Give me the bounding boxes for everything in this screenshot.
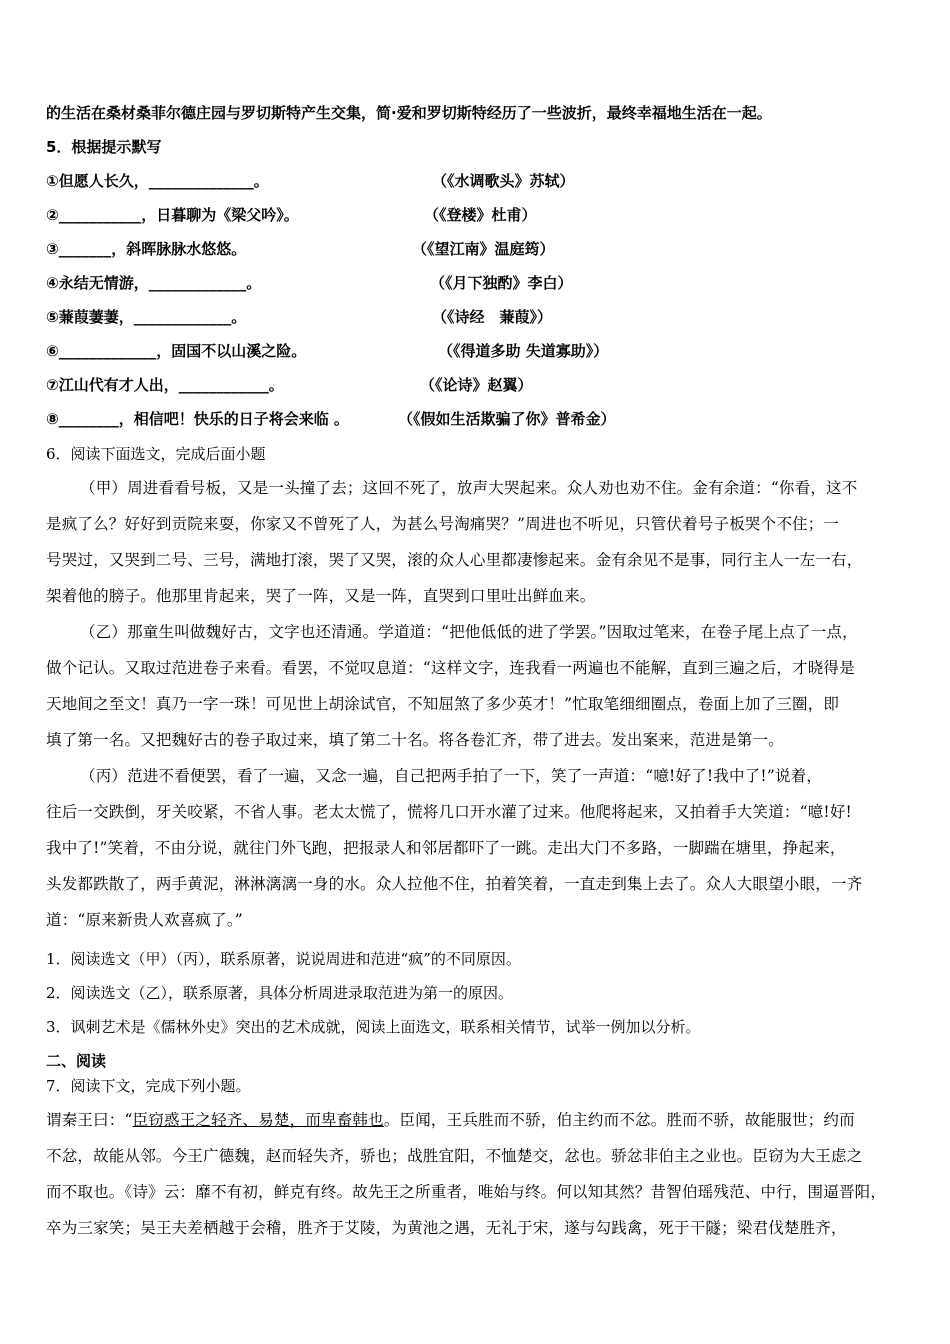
q5-item-3-source: （《望江南》温庭筠）	[412, 240, 555, 258]
intro-line: 的生活在桑材桑菲尔德庄园与罗切斯特产生交集，简·爱和罗切斯特经历了一些波折，最终幸福地生活在一起。	[46, 104, 772, 122]
q6-question-2: 2．阅读选文（乙），联系原著，具体分析周进录取范进为第一的原因。	[46, 984, 514, 1002]
passage-jia-line: 号哭过，又哭到二号、三号，满地打滚，哭了又哭，滚的众人心里都凄惨起来。金有余见不是事，同行主人一左一右，	[46, 551, 863, 569]
passage-yi-line: 做个记认。又取过范进卷子来看。看罢，不觉叹息道：“这样文字，连我看一两遍也不能解，直到三遍之后，才晓得是	[46, 659, 855, 677]
q7-title: 7．阅读下文，完成下列小题。	[46, 1077, 251, 1095]
q5-title: 5．根据提示默写	[46, 138, 162, 156]
passage-yi-line: （乙）那童生叫做魏好古，文字也还清通。学道道：“把他低低的进了学罢。”因取过笔来，在卷子尾上点了一点，	[80, 623, 858, 641]
q5-item-1: ①但愿人长久，______________。	[46, 172, 269, 190]
passage-bing-line: （丙）范进不看便罢，看了一遍，又念一遍，自己把两手拍了一下，笑了一声道：“噫!好了!我中了!”说着，	[80, 767, 823, 785]
passage-bing-line: 往后一交跌倒，牙关咬紧，不省人事。老太太慌了，慌将几口开水灌了过来。他爬将起来，又拍着手大笑道：“噫!好!	[46, 803, 852, 821]
passage-jia-line: 架着他的膀子。他那里肯起来，哭了一阵，又是一阵，直哭到口里吐出鲜血来。	[46, 587, 596, 605]
passage-yi-line: 填了第一名。又把魏好古的卷子取过来，填了第二十名。将各卷汇齐，带了进去。发出案来，范进是第一。	[46, 731, 784, 749]
q7-passage-line-1	[46, 1108, 855, 1130]
q5-item-3: ③_______，斜晖脉脉水悠悠。	[46, 240, 247, 258]
passage-bing-line: 头发都跌散了，两手黄泥，淋淋漓漓一身的水。众人拉他不住，拍着笑着，一直走到集上去了。众人大眼望小眼，一齐	[46, 875, 863, 893]
passage-jia-line: 是疯了么？好好到贡院来耍，你家又不曾死了人，为甚么号淘痛哭？”周进也不听见，只管伏着号子板哭个不住；一	[46, 515, 840, 533]
section-2-heading: 二、阅读	[46, 1052, 107, 1070]
q7-passage-line: 而不取也。《诗》云：靡不有初，鲜克有终。故先王之所重者，唯始与终。何以知其然？昔智伯瑶残范、中行，围逼晋阳，	[46, 1183, 887, 1201]
q5-item-2-source: （《登楼》杜甫）	[424, 206, 537, 224]
q7-passage-line: 卒为三家笑；吴王夫差栖越于会稽，胜齐于艾陵，为黄池之遇，无礼于宋，遂与勾践禽，死于干隧；梁君伐楚胜齐，	[46, 1219, 847, 1237]
q5-item-6-source: （《得道多助 失道寡助》）	[438, 342, 609, 360]
q5-item-4: ④永结无情游，_____________。	[46, 274, 262, 292]
q6-question-1: 1．阅读选文（甲）（丙），联系原著，说说周进和范进“疯”的不同原因。	[46, 950, 521, 968]
q5-item-1-source: （《水调歌头》苏轼）	[432, 172, 575, 190]
passage-bing-line: 道：“原来新贵人欢喜疯了。”	[46, 911, 243, 929]
q5-item-5: ⑤蒹葭萋萋，_____________。	[46, 308, 247, 326]
q5-item-2: ②___________，日暮聊为《梁父吟》。	[46, 206, 299, 224]
q5-item-7: ⑦江山代有才人出，____________。	[46, 376, 284, 394]
passage-jia-line: （甲）周进看看号板，又是一头撞了去；这回不死了，放声大哭起来。众人劝也劝不住。金有余道：“你看，这不	[80, 479, 858, 497]
q5-item-8: ⑧________，相信吧！快乐的日子将会来临 。	[46, 410, 349, 428]
q7-line1-prefix: 谓秦王曰：“	[46, 1111, 133, 1129]
passage-bing-line: 我中了!”笑着，不由分说，就往门外飞跑，把报录人和邻居都吓了一跳。走出大门不多路，一脚踹在塘里，挣起来，	[46, 839, 846, 857]
q5-item-8-source: （《假如生活欺骗了你》普希金）	[398, 410, 616, 428]
q6-question-3: 3．讽刺艺术是《儒林外史》突出的艺术成就，阅读上面选文，联系相关情节，试举一例加以分析。	[46, 1018, 701, 1036]
q7-underlined-sentence: 臣窃惑王之轻齐、易楚，而卑畜韩也	[132, 1111, 384, 1129]
q5-item-7-source: （《论诗》赵翼）	[420, 376, 533, 394]
q5-item-6: ⑥_____________，固国不以山溪之险。	[46, 342, 307, 360]
q5-item-4-source: （《月下独酌》李白）	[430, 274, 573, 292]
q7-line1-rest: 。臣闻，王兵胜而不骄，伯主约而不忿。胜而不骄，故能服世；约而	[383, 1111, 855, 1129]
passage-yi-line: 天地间之至文！真乃一字一珠！可见世上胡涂试官，不知屈煞了多少英才！”忙取笔细细圈点，卷面上加了三圈，即	[46, 695, 840, 713]
q6-title: 6．阅读下面选文，完成后面小题	[46, 445, 266, 463]
q5-item-5-source: （《诗经 蒹葭》）	[432, 308, 553, 326]
q7-passage-line: 不忿，故能从邻。今王广德魏，赵而轻失齐，骄也；战胜宜阳，不恤楚交，忿也。骄忿非伯主之业也。臣窃为大王虑之	[46, 1147, 863, 1165]
